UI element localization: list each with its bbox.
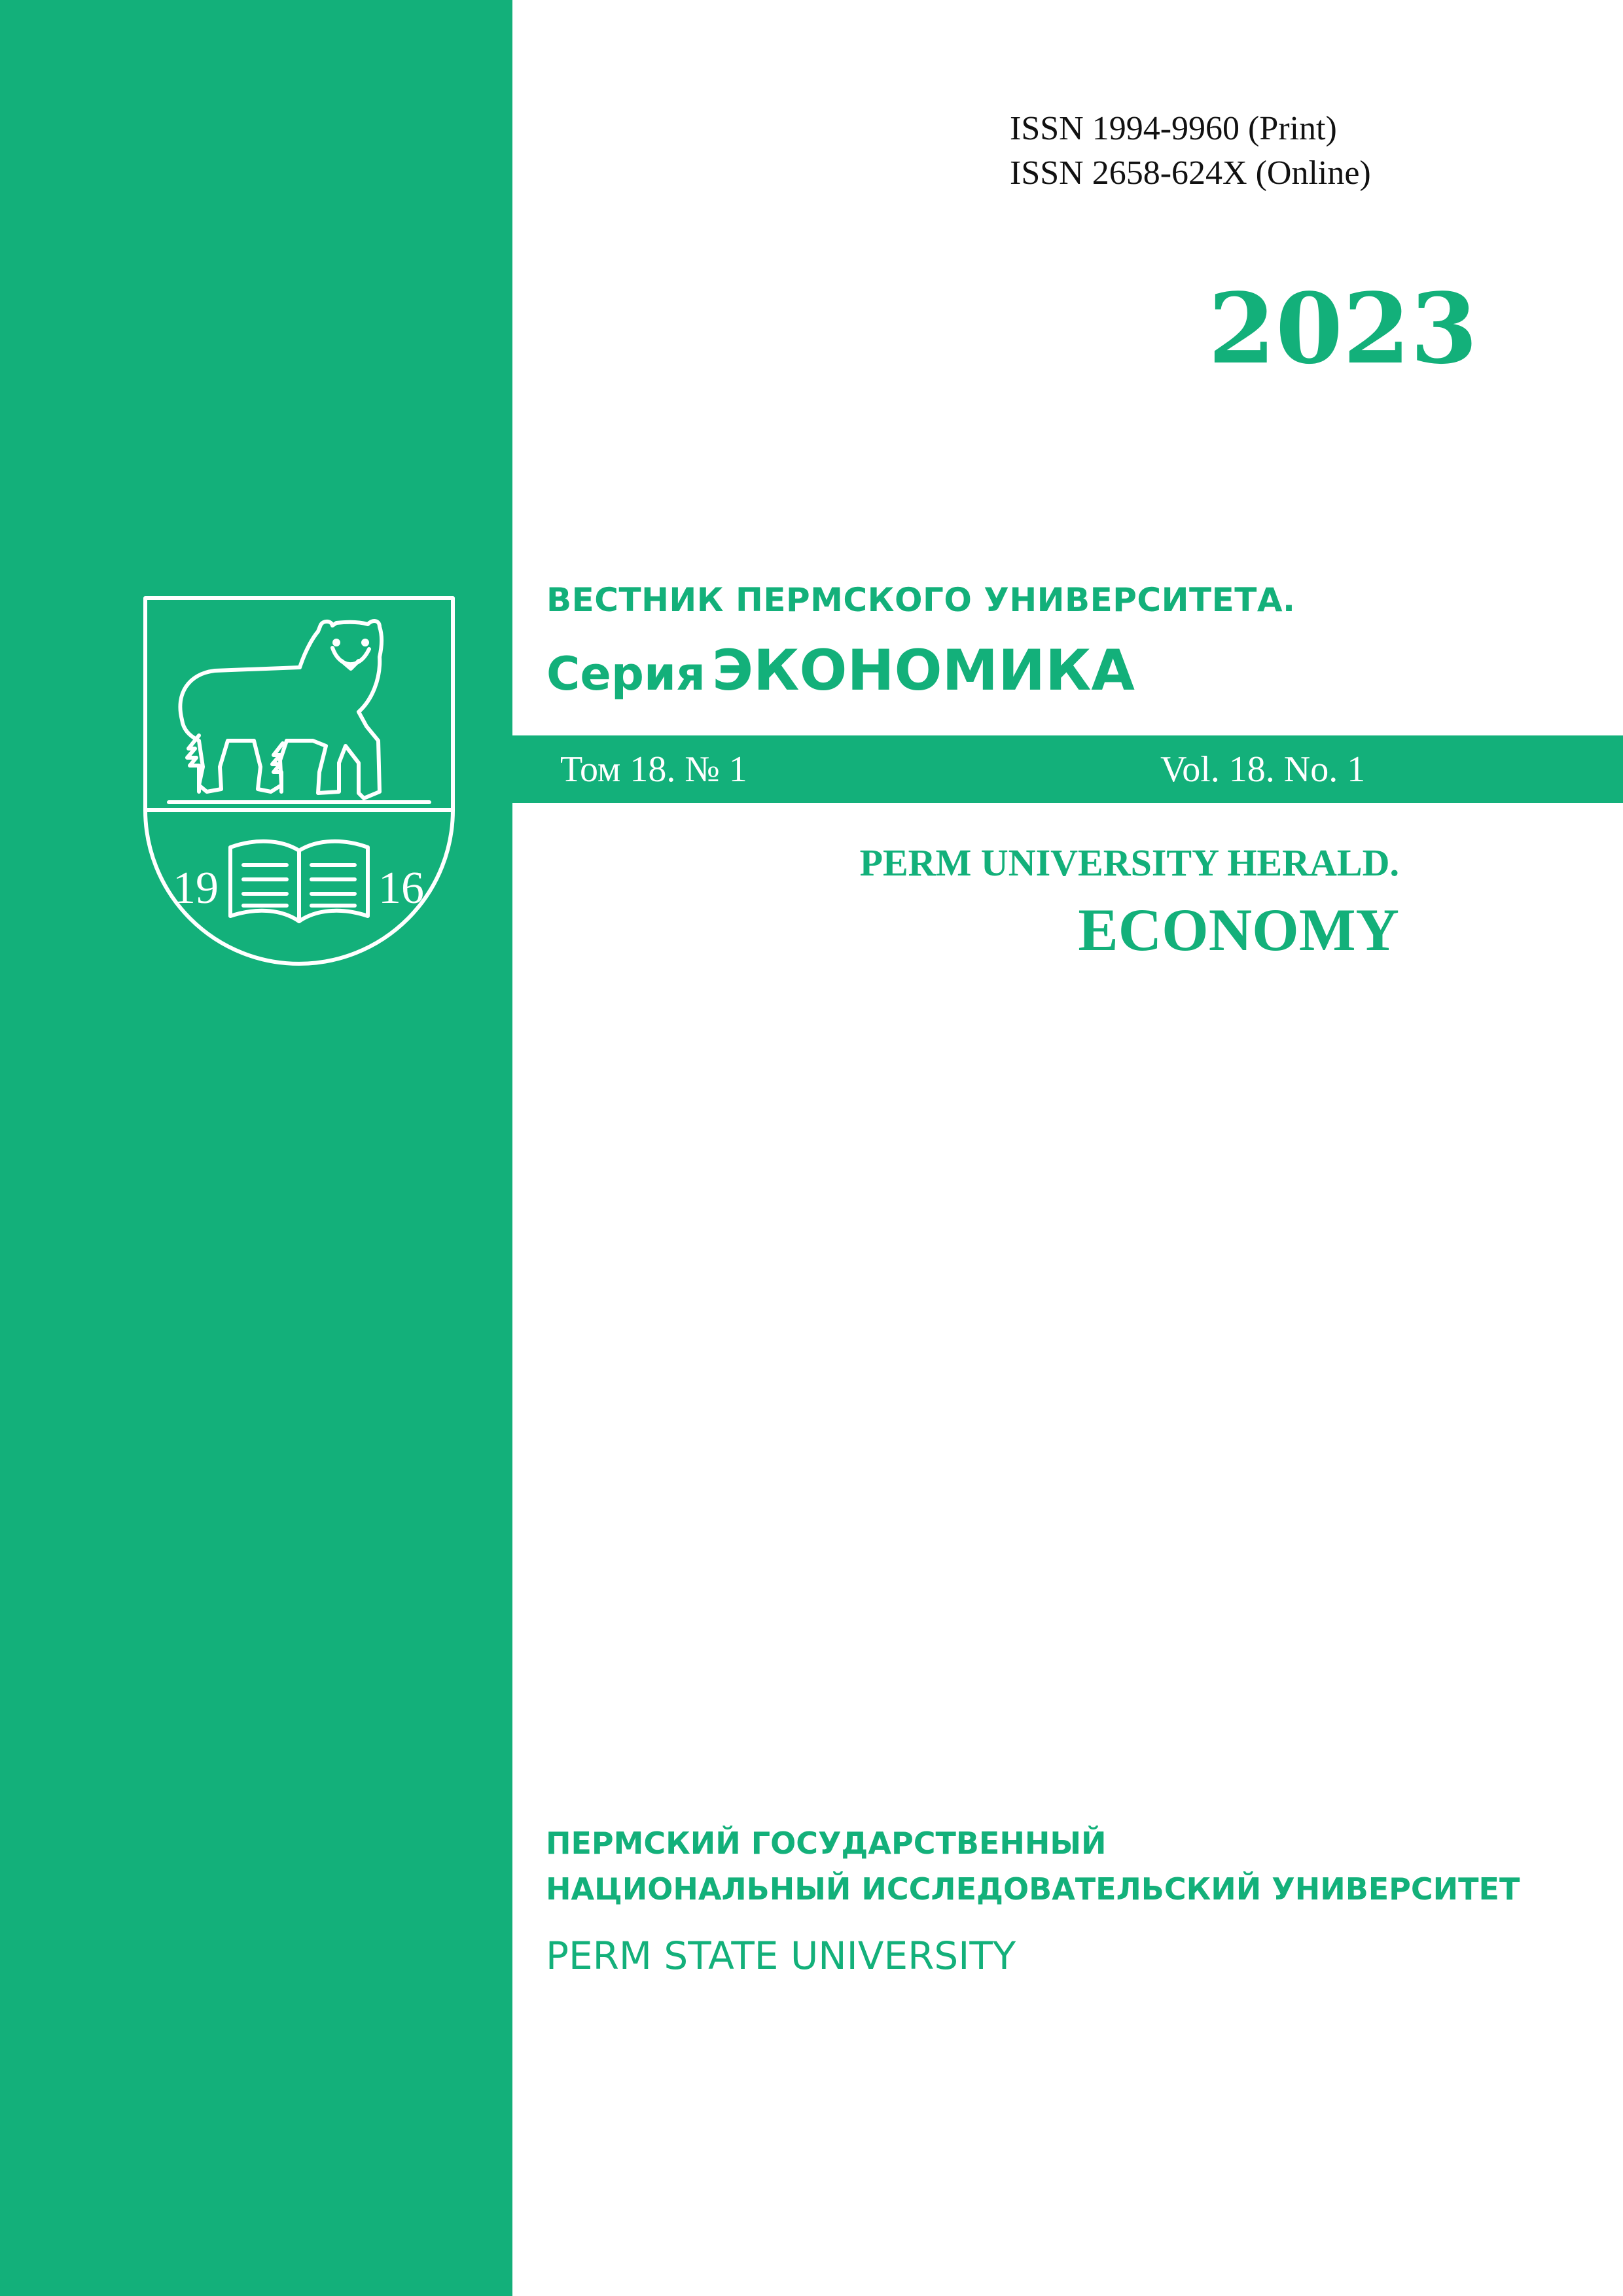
open-book-icon <box>230 841 368 921</box>
university-name-en: PERM STATE UNIVERSITY <box>546 1934 1016 1978</box>
series-name-ru: ЭКОНОМИКА <box>711 638 1135 703</box>
university-name-ru-line2: НАЦИОНАЛЬНЫЙ ИССЛЕДОВАТЕЛЬСКИЙ УНИВЕРСИТЕТ <box>546 1871 1520 1907</box>
journal-name-en: PERM UNIVERSITY HERALD. <box>859 841 1399 884</box>
issn-block <box>1010 107 1371 196</box>
university-name-ru-line1: ПЕРМСКИЙ ГОСУДАРСТВЕННЫЙ <box>546 1826 1107 1861</box>
emblem-year-left: 19 <box>173 863 219 913</box>
series-title-en: ECONOMY <box>1078 896 1399 963</box>
volume-ru: Том 18. № 1 <box>560 749 747 790</box>
issn-online: ISSN 2658-624X (Online) <box>1010 154 1371 192</box>
journal-name-ru: ВЕСТНИК ПЕРМСКОГО УНИВЕРСИТЕТА. <box>546 581 1296 619</box>
series-word-ru: Серия <box>546 647 705 701</box>
publication-year: 2023 <box>1208 272 1478 385</box>
series-title-ru <box>546 638 1135 703</box>
university-emblem-icon <box>143 595 455 968</box>
issn-print: ISSN 1994-9960 (Print) <box>1010 110 1337 147</box>
green-side-panel <box>0 0 512 2296</box>
emblem-year-right: 16 <box>378 863 424 913</box>
volume-en: Vol. 18. No. 1 <box>1160 749 1366 790</box>
